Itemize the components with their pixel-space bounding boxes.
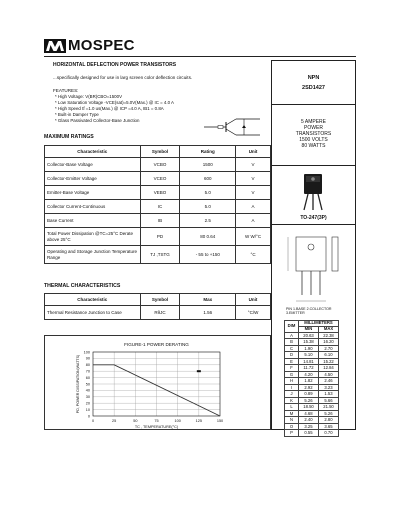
cell-characteristic: Emitter-Base Voltage: [45, 186, 141, 200]
dim-min: 0.89: [299, 391, 319, 398]
table-row: [285, 423, 339, 430]
x-tick-label: 0: [91, 419, 95, 423]
x-axis-label: TC , TEMPERATURE(°C): [134, 425, 179, 429]
series-marker: [197, 370, 201, 372]
cell-characteristic: Collector-Emitter Voltage: [45, 172, 141, 186]
dim-min: 2.40: [299, 417, 319, 424]
dim-letter: B: [285, 339, 299, 346]
table-row: [45, 200, 271, 214]
x-tick-label: 150: [216, 419, 224, 423]
cell-symbol: VCEO: [140, 172, 180, 186]
dim-min: 14.81: [299, 358, 319, 365]
cell-unit: V: [236, 172, 271, 186]
table-row: [45, 214, 271, 228]
brand-name: MOSPEC: [68, 37, 135, 55]
dimensions-table: [284, 320, 339, 437]
cell-rating: - 55 to +150: [180, 246, 236, 264]
x-tick-label: 125: [195, 419, 203, 423]
dim-max: 22.38: [319, 332, 339, 339]
package-box: [271, 165, 356, 225]
cell-characteristic: Thermal Resistance Junction to Case: [45, 306, 141, 320]
dim-max: 1.53: [319, 391, 339, 398]
pin-label: PIN 1.BASE 2.COLLECTOR 3.EMITTER: [286, 307, 332, 316]
y-tick-label: 30: [85, 395, 90, 400]
table-row: [285, 404, 339, 411]
feature-item: * Glass Passivated Collector-Base Junction: [55, 118, 140, 123]
dim-max: 2.46: [319, 378, 339, 385]
table-row: [45, 186, 271, 200]
y-tick-label: 0: [87, 414, 90, 419]
x-tick-label: 50: [133, 419, 138, 423]
table-row: [285, 352, 339, 359]
cell-symbol: VEBO: [140, 186, 180, 200]
table-row: [45, 172, 271, 186]
feature-item: * Built-in Damper Type: [55, 112, 99, 117]
unit-header: MILLIMETERS: [299, 321, 339, 327]
cell-unit: °C/W: [236, 306, 271, 320]
package-photo-icon: [300, 172, 334, 215]
y-tick-label: 70: [85, 369, 90, 374]
y-tick-label: 20: [85, 401, 90, 406]
cell-symbol: IC: [140, 200, 180, 214]
dim-letter: H: [285, 378, 299, 385]
table-row: [285, 417, 339, 424]
dim-letter: E: [285, 358, 299, 365]
dim-max: 15.22: [319, 358, 339, 365]
dim-min: 20.63: [299, 332, 319, 339]
cell-rating: 80 0.64: [180, 228, 236, 246]
y-tick-label: 90: [85, 356, 90, 361]
max-ratings-title: MAXIMUM RATINGS: [44, 134, 94, 140]
thermal-table: [44, 293, 271, 320]
cell-rating: 600: [180, 172, 236, 186]
dim-letter: J: [285, 391, 299, 398]
dim-min: 11.72: [299, 365, 319, 372]
rating-box: [271, 105, 356, 165]
rating-line: 80 WATTS: [301, 143, 326, 149]
dim-min: 15.38: [299, 339, 319, 346]
cell-symbol: VCBO: [140, 158, 180, 172]
y-tick-label: 50: [85, 382, 90, 387]
column-header: Rating: [180, 146, 236, 158]
dim-max: 4.50: [319, 371, 339, 378]
y-tick-label: 40: [85, 388, 90, 393]
column-header: MAX: [319, 326, 339, 332]
dim-max: 3.23: [319, 384, 339, 391]
cell-unit: V: [236, 158, 271, 172]
cell-unit: V: [236, 186, 271, 200]
column-header: Characteristic: [45, 146, 141, 158]
table-row: [45, 228, 271, 246]
table-row: [45, 246, 271, 264]
rating-line: POWER: [304, 125, 323, 131]
dim-min: 1.90: [299, 345, 319, 352]
cell-unit: W W/°C: [236, 228, 271, 246]
dim-letter: G: [285, 371, 299, 378]
dim-min: 1.82: [299, 378, 319, 385]
table-row: [285, 397, 339, 404]
chart-svg: [45, 336, 272, 431]
cell-rating: 1500: [180, 158, 236, 172]
cell-max: 1.56: [180, 306, 236, 320]
table-row: [285, 371, 339, 378]
dim-min: 3.25: [299, 423, 319, 430]
package-label: TO-247(3P): [300, 215, 327, 221]
x-tick-label: 25: [112, 419, 117, 423]
part-number: 2SD1427: [302, 85, 325, 91]
logo-mark-icon: [44, 39, 66, 53]
document-description: ...specifically designed for use in larg screen color deflection circuits.: [53, 75, 193, 80]
power-derating-chart: [44, 335, 271, 430]
part-number-box: [271, 60, 356, 105]
dim-max: 0.70: [319, 430, 339, 437]
transistor-type: NPN: [307, 75, 320, 81]
cell-unit: °C: [236, 246, 271, 264]
table-row: [285, 378, 339, 385]
column-header: Max: [180, 294, 236, 306]
cell-characteristic: Collector Current-Continuous: [45, 200, 141, 214]
dim-max: 6.10: [319, 352, 339, 359]
dim-letter: A: [285, 332, 299, 339]
table-row: [285, 358, 339, 365]
column-header: Unit: [236, 294, 271, 306]
cell-symbol: PD: [140, 228, 180, 246]
cell-unit: A: [236, 200, 271, 214]
dim-max: 21.50: [319, 404, 339, 411]
dim-max: 2.70: [319, 345, 339, 352]
dim-min: 2.92: [299, 384, 319, 391]
dim-letter: K: [285, 397, 299, 404]
feature-item: * High Speed tf =1.0 us(Max.) @ ICP =4.0 A, IB1 = 0.8A: [55, 106, 164, 111]
document-title: HORIZONTAL DEFLECTION POWER TRANSISTORS: [53, 62, 177, 68]
dim-max: 12.84: [319, 365, 339, 372]
y-tick-label: 10: [85, 407, 90, 412]
dim-max: 16.20: [319, 339, 339, 346]
column-header: Symbol: [140, 146, 180, 158]
dim-max: 5.26: [319, 410, 339, 417]
y-tick-label: 60: [85, 375, 90, 380]
rating-summary: [272, 119, 355, 149]
dim-max: 5.66: [319, 397, 339, 404]
table-row: [285, 332, 339, 339]
table-row: [285, 430, 339, 437]
cell-characteristic: Total Power Dissipation @TC=25°C Derate above 25°C: [45, 228, 141, 246]
thermal-title: THERMAL CHARACTERISTICS: [44, 283, 121, 289]
dim-letter: F: [285, 365, 299, 372]
dimensions-body: [285, 332, 339, 436]
cell-characteristic: Collector-Base Voltage: [45, 158, 141, 172]
dim-letter: O: [285, 423, 299, 430]
cell-rating: 2.5: [180, 214, 236, 228]
dim-min: 4.20: [299, 371, 319, 378]
column-header: Characteristic: [45, 294, 141, 306]
cell-characteristic: Operating and Storage Junction Temperature Range: [45, 246, 141, 264]
x-tick-label: 75: [154, 419, 159, 423]
dim-min: 5.10: [299, 352, 319, 359]
cell-characteristic: Base Current: [45, 214, 141, 228]
mospec-logo: [44, 38, 135, 54]
cell-symbol: RθJC: [140, 306, 180, 320]
dim-min: 4.68: [299, 410, 319, 417]
package-outline-drawing-icon: [286, 233, 346, 308]
features-heading: FEATURES:: [53, 88, 79, 93]
column-header: MIN: [299, 326, 319, 332]
dim-max: 3.65: [319, 423, 339, 430]
dim-min: 18.50: [299, 404, 319, 411]
column-header: Unit: [236, 146, 271, 158]
dim-max: 2.80: [319, 417, 339, 424]
dim-letter: P: [285, 430, 299, 437]
dim-letter: L: [285, 404, 299, 411]
header-rule: [44, 56, 356, 57]
column-header: DIM: [285, 321, 299, 333]
table-row: [285, 345, 339, 352]
feature-item: * Low Saturation Voltage -VCE(sat)=5.0V(Max.) @ IC = 4.0 A: [55, 100, 174, 105]
y-tick-label: 80: [85, 363, 90, 368]
y-axis-label: PD, POWER DISSIPATION(WATTS): [76, 354, 80, 414]
table-row: [45, 158, 271, 172]
dim-letter: C: [285, 345, 299, 352]
cell-rating: 5.0: [180, 186, 236, 200]
features-list: [55, 94, 174, 124]
table-row: [45, 306, 271, 320]
dim-letter: N: [285, 417, 299, 424]
chart-title: FIGURE-1 POWER DERATING: [124, 342, 189, 347]
table-row: [285, 410, 339, 417]
dim-min: 0.55: [299, 430, 319, 437]
cell-rating: 5.0: [180, 200, 236, 214]
y-tick-label: 100: [83, 350, 90, 355]
table-row: [285, 339, 339, 346]
feature-item: * High Voltage: V(BR)CBO=1500V: [55, 94, 122, 99]
cell-unit: A: [236, 214, 271, 228]
table-row: [285, 365, 339, 372]
dim-letter: I: [285, 384, 299, 391]
dim-letter: M: [285, 410, 299, 417]
max-ratings-table: [44, 145, 271, 264]
transistor-schematic-icon: [200, 117, 270, 139]
dim-min: 5.26: [299, 397, 319, 404]
dim-letter: D: [285, 352, 299, 359]
rating-line: 1500 VOLTS: [299, 137, 328, 143]
column-header: Symbol: [140, 294, 180, 306]
x-tick-label: 100: [174, 419, 181, 423]
cell-symbol: IB: [140, 214, 180, 228]
cell-symbol: TJ ,TSTG: [140, 246, 180, 264]
rating-line: 5 AMPERE: [300, 119, 326, 125]
rating-line: TRANSISTORS: [295, 131, 332, 137]
